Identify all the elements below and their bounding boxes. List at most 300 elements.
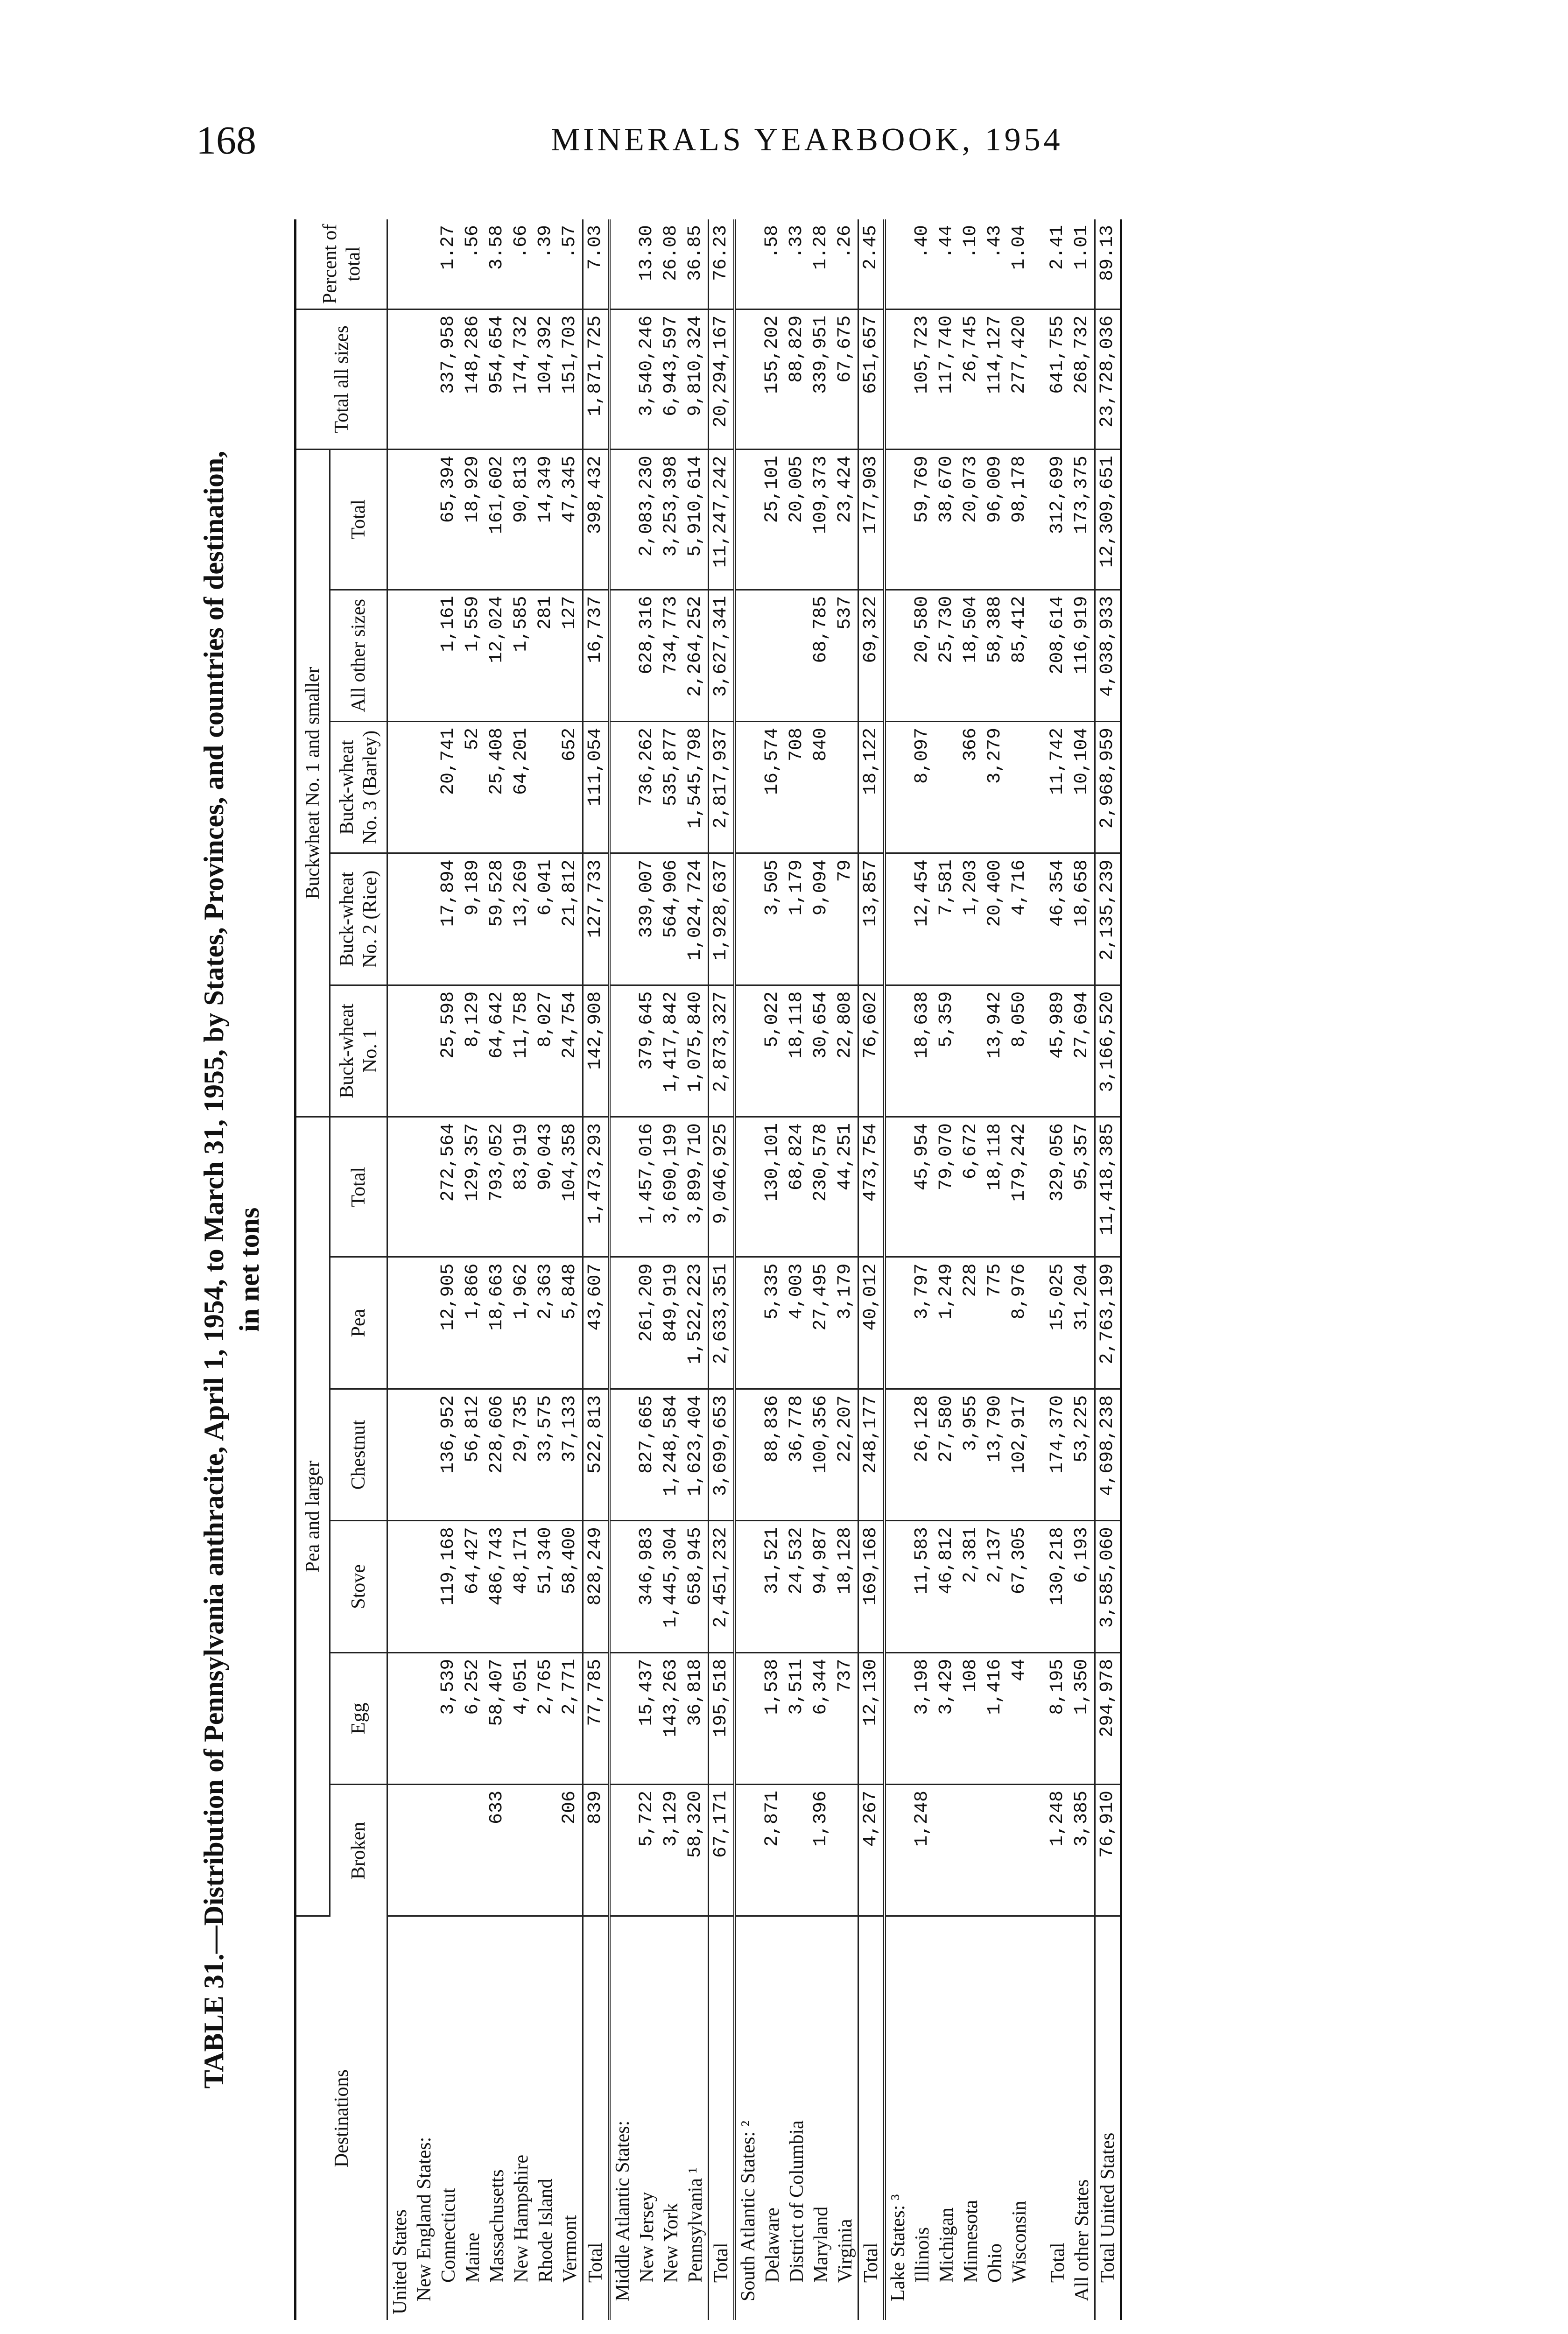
table-row (833, 219, 858, 2320)
value-cell (1032, 1389, 1046, 1520)
value-cell: 1,623,404 (683, 1389, 709, 1520)
table-row (534, 219, 558, 2320)
value-cell: 651,657 (858, 309, 885, 449)
value-cell: 119,168 (436, 1521, 461, 1652)
value-cell: .58 (760, 219, 785, 309)
value-cell: 111,054 (583, 721, 610, 853)
value-cell: 1,417,842 (659, 985, 683, 1117)
value-cell (387, 1652, 413, 1784)
value-cell: 1,248,584 (659, 1389, 683, 1520)
value-cell: 3,198 (910, 1652, 935, 1784)
destination-cell: Michigan (936, 2207, 957, 2283)
destination-cell: Total (583, 1916, 610, 2320)
value-cell (959, 985, 983, 1117)
value-cell: 5,722 (635, 1784, 659, 1916)
value-cell: 169,168 (858, 1521, 885, 1652)
value-cell: 3,899,710 (683, 1117, 709, 1257)
value-cell: 16,737 (583, 590, 610, 721)
value-cell: 12,309,651 (1095, 450, 1121, 590)
destination-cell: Total United States (1095, 1916, 1121, 2320)
destination-cell: All other States (1071, 2179, 1093, 2301)
value-cell: 522,813 (583, 1389, 610, 1520)
value-cell: 3,539 (436, 1652, 461, 1784)
header-stove: Stove (330, 1521, 387, 1652)
value-cell: 88,829 (785, 309, 809, 449)
value-cell (885, 219, 910, 309)
value-cell: 3,385 (1070, 1784, 1095, 1916)
value-cell: 6,252 (461, 1652, 485, 1784)
spacer-row (1032, 219, 1046, 2320)
table-row (635, 219, 659, 2320)
value-cell (609, 450, 635, 590)
value-cell: 18,118 (983, 1117, 1007, 1257)
value-cell: 1,457,016 (635, 1117, 659, 1257)
header-buckwheat-1: Buck-wheat No. 1 (330, 985, 387, 1117)
value-cell: 1,928,637 (709, 853, 735, 985)
value-cell (885, 853, 910, 985)
value-cell: 25,408 (485, 721, 509, 853)
destination-cell: New Jersey (636, 2192, 658, 2283)
value-cell (609, 1652, 635, 1784)
value-cell: 36.85 (683, 219, 709, 309)
value-cell: 329,056 (1046, 1117, 1070, 1257)
value-cell: 13,790 (983, 1389, 1007, 1520)
value-cell: 1.28 (809, 219, 833, 309)
value-cell: 9,046,925 (709, 1117, 735, 1257)
value-cell: 1,024,724 (683, 853, 709, 985)
destination-cell: Delaware (762, 2207, 783, 2283)
value-cell (735, 1521, 760, 1652)
value-cell: 64,642 (485, 985, 509, 1117)
value-cell: 96,009 (983, 450, 1007, 590)
value-cell: 3,540,246 (635, 309, 659, 449)
value-cell: 48,171 (509, 1521, 534, 1652)
value-cell: 737 (833, 1652, 858, 1784)
value-cell (735, 1389, 760, 1520)
value-cell: 100,356 (809, 1389, 833, 1520)
value-cell: 7.03 (583, 219, 610, 309)
value-cell: 228,606 (485, 1389, 509, 1520)
header-total-buckwheat: Total (330, 450, 387, 590)
value-cell: 4,698,238 (1095, 1389, 1121, 1520)
value-cell (412, 1652, 436, 1784)
value-cell (609, 1389, 635, 1520)
value-cell (412, 721, 436, 853)
destination-cell: United States (389, 2209, 411, 2314)
value-cell: 20,073 (959, 450, 983, 590)
value-cell: 45,954 (910, 1117, 935, 1257)
value-cell: 339,951 (809, 309, 833, 449)
value-cell: 268,732 (1070, 309, 1095, 449)
value-cell: 45,989 (1046, 985, 1070, 1117)
value-cell: 76,910 (1095, 1784, 1121, 1916)
section-row (885, 219, 910, 2320)
value-cell (935, 1784, 959, 1916)
value-cell: 535,877 (659, 721, 683, 853)
destination-cell: Vermont (559, 2215, 581, 2283)
value-cell: 18,504 (959, 590, 983, 721)
value-cell (387, 1117, 413, 1257)
value-cell: 1,473,293 (583, 1117, 610, 1257)
value-cell (983, 1784, 1007, 1916)
value-cell (1032, 1117, 1046, 1257)
value-cell: 104,392 (534, 309, 558, 449)
value-cell: 228 (959, 1257, 983, 1389)
value-cell: 628,316 (635, 590, 659, 721)
value-cell: 564,906 (659, 853, 683, 985)
value-cell: 24,754 (558, 985, 583, 1117)
value-cell (1032, 853, 1046, 985)
destination-cell: Rhode Island (535, 2179, 556, 2283)
value-cell: 58,388 (983, 590, 1007, 721)
destination-cell: New Hampshire (511, 2154, 532, 2283)
value-cell: 954,654 (485, 309, 509, 449)
destination-cell: Pennsylvania ¹ (685, 2167, 706, 2283)
value-cell: 312,699 (1046, 450, 1070, 590)
header-chestnut: Chestnut (330, 1389, 387, 1520)
value-cell: 56,812 (461, 1389, 485, 1520)
table-row (583, 219, 610, 2320)
value-cell: .57 (558, 219, 583, 309)
value-cell (412, 309, 436, 449)
value-cell (1032, 309, 1046, 449)
value-cell: 13,942 (983, 985, 1007, 1117)
value-cell (509, 1784, 534, 1916)
value-cell: 2,968,959 (1095, 721, 1121, 853)
value-cell: 1,249 (935, 1257, 959, 1389)
table-row (659, 219, 683, 2320)
value-cell: 337,958 (436, 309, 461, 449)
value-cell: 3,166,520 (1095, 985, 1121, 1117)
value-cell: 4,267 (858, 1784, 885, 1916)
value-cell: 2,871 (760, 1784, 785, 1916)
value-cell: 18,128 (833, 1521, 858, 1652)
value-cell: 272,564 (436, 1117, 461, 1257)
value-cell: .56 (461, 219, 485, 309)
value-cell: 16,574 (760, 721, 785, 853)
value-cell: 5,910,614 (683, 450, 709, 590)
value-cell: 22,808 (833, 985, 858, 1117)
value-cell (785, 1784, 809, 1916)
value-cell (885, 1257, 910, 1389)
value-cell (885, 1652, 910, 1784)
value-cell: 136,952 (436, 1389, 461, 1520)
value-cell: 21,812 (558, 853, 583, 985)
value-cell (609, 853, 635, 985)
table-row (910, 219, 935, 2320)
value-cell: 4,003 (785, 1257, 809, 1389)
value-cell: 104,358 (558, 1117, 583, 1257)
destination-cell: Massachusetts (486, 2169, 508, 2283)
value-cell: 11,758 (509, 985, 534, 1117)
value-cell (735, 1652, 760, 1784)
value-cell: 1,396 (809, 1784, 833, 1916)
destination-cell: New England States: (414, 2137, 435, 2301)
value-cell: 2,765 (534, 1652, 558, 1784)
value-cell: 3,699,653 (709, 1389, 735, 1520)
value-cell (436, 1784, 461, 1916)
value-cell: 2,763,199 (1095, 1257, 1121, 1389)
value-cell: 67,171 (709, 1784, 735, 1916)
value-cell: 1,522,223 (683, 1257, 709, 1389)
value-cell: 641,755 (1046, 309, 1070, 449)
value-cell: 11,247,242 (709, 450, 735, 590)
header-buckwheat-3: Buck-wheat No. 3 (Barley) (330, 721, 387, 853)
table-row (809, 219, 833, 2320)
value-cell: 24,532 (785, 1521, 809, 1652)
value-cell: 2.41 (1046, 219, 1070, 309)
value-cell: 83,919 (509, 1117, 534, 1257)
value-cell: 3,627,341 (709, 590, 735, 721)
value-cell: 38,670 (935, 450, 959, 590)
table-row (760, 219, 785, 2320)
value-cell (833, 721, 858, 853)
section-row (412, 219, 436, 2320)
table-body (387, 219, 1121, 2320)
value-cell: 98,178 (1007, 450, 1032, 590)
value-cell: 366 (959, 721, 983, 853)
value-cell: 40,012 (858, 1257, 885, 1389)
value-cell: 2,137 (983, 1521, 1007, 1652)
table-row (983, 219, 1007, 2320)
value-cell: 3,585,060 (1095, 1521, 1121, 1652)
value-cell (735, 985, 760, 1117)
value-cell: 3,429 (935, 1652, 959, 1784)
value-cell (387, 1784, 413, 1916)
value-cell: 58,320 (683, 1784, 709, 1916)
destination-cell: South Atlantic States: ² (738, 2120, 759, 2301)
value-cell: 67,305 (1007, 1521, 1032, 1652)
destination-cell: Maine (462, 2232, 484, 2283)
value-cell: 4,716 (1007, 853, 1032, 985)
value-cell (412, 985, 436, 1117)
value-cell: 537 (833, 590, 858, 721)
value-cell: 1,866 (461, 1257, 485, 1389)
value-cell: 9,810,324 (683, 309, 709, 449)
value-cell: 1,248 (1046, 1784, 1070, 1916)
value-cell: 30,654 (809, 985, 833, 1117)
value-cell (534, 721, 558, 853)
value-cell: 127 (558, 590, 583, 721)
value-cell (785, 590, 809, 721)
destination-cell: Total (709, 1916, 735, 2320)
page-number: 168 (196, 118, 256, 162)
value-cell: 398,432 (583, 450, 610, 590)
value-cell (387, 1389, 413, 1520)
table-row (436, 219, 461, 2320)
value-cell: 840 (809, 721, 833, 853)
table-row (858, 219, 885, 2320)
value-cell: 658,945 (683, 1521, 709, 1652)
value-cell (1007, 1784, 1032, 1916)
value-cell (735, 309, 760, 449)
value-cell (1032, 450, 1046, 590)
value-cell: 114,127 (983, 309, 1007, 449)
value-cell (885, 450, 910, 590)
value-cell: 58,407 (485, 1652, 509, 1784)
distribution-table (294, 219, 1122, 2320)
value-cell (959, 1784, 983, 1916)
value-cell: 130,218 (1046, 1521, 1070, 1652)
value-cell: 195,518 (709, 1652, 735, 1784)
value-cell: 8,027 (534, 985, 558, 1117)
value-cell: 29,735 (509, 1389, 534, 1520)
value-cell: 89.13 (1095, 219, 1121, 309)
value-cell: 734,773 (659, 590, 683, 721)
destination-cell: Minnesota (960, 2200, 982, 2283)
value-cell: 379,645 (635, 985, 659, 1117)
value-cell: 69,322 (858, 590, 885, 721)
value-cell (833, 1784, 858, 1916)
header-total-all-sizes: Total all sizes (295, 309, 387, 449)
value-cell: 3.58 (485, 219, 509, 309)
table-row (959, 219, 983, 2320)
value-cell: 1,559 (461, 590, 485, 721)
value-cell (1032, 1521, 1046, 1652)
running-title: MINERALS YEARBOOK, 1954 (551, 122, 1063, 158)
value-cell: 59,528 (485, 853, 509, 985)
value-cell (735, 219, 760, 309)
value-cell: 102,917 (1007, 1389, 1032, 1520)
value-cell: 3,797 (910, 1257, 935, 1389)
value-cell (735, 721, 760, 853)
value-cell: 3,179 (833, 1257, 858, 1389)
value-cell: 6,193 (1070, 1521, 1095, 1652)
value-cell: 129,357 (461, 1117, 485, 1257)
value-cell: 27,694 (1070, 985, 1095, 1117)
value-cell (885, 1117, 910, 1257)
value-cell: 31,521 (760, 1521, 785, 1652)
value-cell (885, 1784, 910, 1916)
value-cell: 14,349 (534, 450, 558, 590)
value-cell: 43,607 (583, 1257, 610, 1389)
header-buckwheat-2: Buck-wheat No. 2 (Rice) (330, 853, 387, 985)
value-cell: 13,269 (509, 853, 534, 985)
value-cell (1032, 590, 1046, 721)
section-row (735, 219, 760, 2320)
value-cell (412, 590, 436, 721)
value-cell: 1,962 (509, 1257, 534, 1389)
value-cell: 130,101 (760, 1117, 785, 1257)
value-cell: 828,249 (583, 1521, 610, 1652)
value-cell (1032, 1652, 1046, 1784)
value-cell (609, 590, 635, 721)
value-cell: 1,416 (983, 1652, 1007, 1784)
value-cell (412, 1784, 436, 1916)
value-cell: 3,690,199 (659, 1117, 683, 1257)
value-cell: 94,987 (809, 1521, 833, 1652)
value-cell (735, 1784, 760, 1916)
value-cell: 2,771 (558, 1652, 583, 1784)
value-cell: 1,161 (436, 590, 461, 721)
value-cell (387, 985, 413, 1117)
value-cell: 8,050 (1007, 985, 1032, 1117)
value-cell: 67,675 (833, 309, 858, 449)
value-cell: 2,083,230 (635, 450, 659, 590)
value-cell: 1,445,304 (659, 1521, 683, 1652)
caption-line-1: TABLE 31.—Distribution of Pennsylvania anthracite, April 1, 1954, to March 31, 1955, by States, Provinces, and countries of destination, (198, 450, 229, 2089)
value-cell: 26.08 (659, 219, 683, 309)
value-cell: 15,437 (635, 1652, 659, 1784)
caption-line-2: in net tons (234, 1207, 265, 1332)
value-cell: 88,836 (760, 1389, 785, 1520)
value-cell: 17,894 (436, 853, 461, 985)
value-cell: 23,728,036 (1095, 309, 1121, 449)
header-total-pea: Total (330, 1117, 387, 1257)
value-cell: 736,262 (635, 721, 659, 853)
value-cell: 339,007 (635, 853, 659, 985)
value-cell: 1,203 (959, 853, 983, 985)
value-cell: 2,363 (534, 1257, 558, 1389)
value-cell: 8,195 (1046, 1652, 1070, 1784)
value-cell: 5,848 (558, 1257, 583, 1389)
value-cell: 8,129 (461, 985, 485, 1117)
table-row (1070, 219, 1095, 2320)
table-row (485, 219, 509, 2320)
value-cell: 12,024 (485, 590, 509, 721)
value-cell (609, 1117, 635, 1257)
value-cell: 8,976 (1007, 1257, 1032, 1389)
value-cell: 64,427 (461, 1521, 485, 1652)
value-cell (387, 450, 413, 590)
destination-cell: Ohio (984, 2243, 1006, 2283)
value-cell (760, 590, 785, 721)
value-cell: 59,769 (910, 450, 935, 590)
value-cell: 277,420 (1007, 309, 1032, 449)
destination-cell (1032, 1916, 1046, 2320)
value-cell (609, 985, 635, 1117)
value-cell (412, 450, 436, 590)
value-cell: 2.45 (858, 219, 885, 309)
value-cell: 633 (485, 1784, 509, 1916)
value-cell: 208,614 (1046, 590, 1070, 721)
value-cell: .43 (983, 219, 1007, 309)
value-cell: 3,253,398 (659, 450, 683, 590)
value-cell: 1,545,798 (683, 721, 709, 853)
value-cell (412, 1389, 436, 1520)
value-cell: 109,373 (809, 450, 833, 590)
value-cell: 25,598 (436, 985, 461, 1117)
header-pea-and-larger: Pea and larger (295, 1117, 330, 1916)
value-cell (387, 1257, 413, 1389)
value-cell: 13.30 (635, 219, 659, 309)
value-cell: 3,511 (785, 1652, 809, 1784)
value-cell (885, 309, 910, 449)
value-cell (1007, 721, 1032, 853)
value-cell: 15,025 (1046, 1257, 1070, 1389)
value-cell: 10,104 (1070, 721, 1095, 853)
value-cell (461, 1784, 485, 1916)
value-cell: 2,264,252 (683, 590, 709, 721)
value-cell: 18,638 (910, 985, 935, 1117)
table-row (509, 219, 534, 2320)
value-cell: 174,732 (509, 309, 534, 449)
value-cell: 18,122 (858, 721, 885, 853)
value-cell: 473,754 (858, 1117, 885, 1257)
value-cell: 20,005 (785, 450, 809, 590)
value-cell: 177,903 (858, 450, 885, 590)
value-cell: 85,412 (1007, 590, 1032, 721)
value-cell: 79 (833, 853, 858, 985)
header-all-other-sizes: All other sizes (330, 590, 387, 721)
value-cell: 33,575 (534, 1389, 558, 1520)
value-cell: 179,242 (1007, 1117, 1032, 1257)
value-cell: 9,189 (461, 853, 485, 985)
value-cell: 173,375 (1070, 450, 1095, 590)
value-cell: 95,357 (1070, 1117, 1095, 1257)
value-cell: .26 (833, 219, 858, 309)
value-cell: 64,201 (509, 721, 534, 853)
